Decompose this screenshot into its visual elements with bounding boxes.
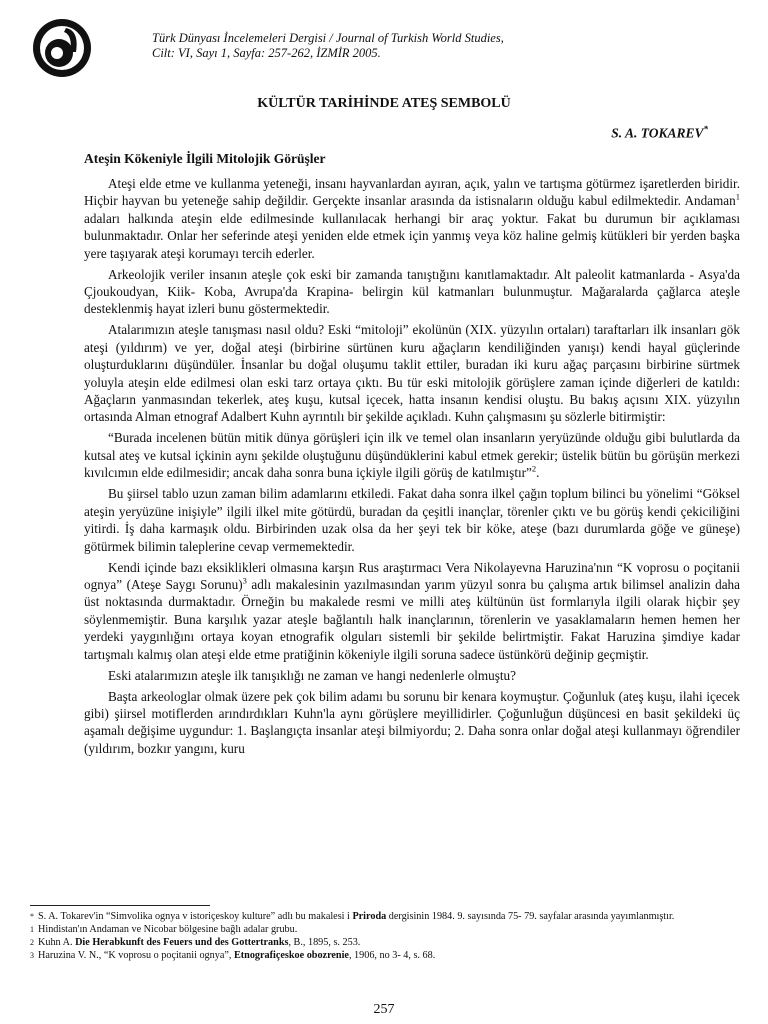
paragraph (84, 559, 740, 663)
author-footnote-mark: * (703, 124, 708, 134)
paragraph: Bu şiirsel tablo uzun zaman bilim adamlarını etkiledi. Fakat daha sonra ilkel çağın toplum bilinci bu yönelimi “Göksel ateşin yeryüzüne inişiyle” ilgili ilkel mite götürdü, buradan da çeşitli inançlar, törenler çıktı ve bu görüş kendi çekiciliğini yitirdi. İş daha karmaşık oldu. Birbirinden uzak olsa da her şeyi tek bir köke, ateşe (bazı durumlarda göğe ve güneşe) götürmek bilimin taleplerine cevap vermemektedir. (84, 486, 740, 554)
paragraph: Arkeolojik veriler insanın ateşle çok eski bir zamanda tanıştığını kanıtlamaktadır. Alt paleolit katmanlarda - Asya'da Çjoukoudyan, Kiik- Koba, Avrupa'da Krapina- belirgin kül katmanları bulunmuştur. Mağaralarda çağlarca ateşle desteklenmiş hayat izleri bunu göstermektedir. (84, 266, 740, 317)
footnote-text: Haruzina V. N., “K voprosu o poçitanii ognya”, (38, 950, 234, 961)
footnote-text: Hindistan'ın Andaman ve Nicobar bölgesine bağlı adalar grubu. (38, 924, 298, 935)
article-body (84, 175, 740, 761)
footnotes (30, 910, 740, 962)
footnote-ref: 2 (531, 463, 537, 474)
journal-line-2: Cilt: VI, Sayı 1, Sayfa: 257-262, İZMİR 2005. (152, 46, 381, 60)
footnote-text: S. A. Tokarev'in “Simvolika ognya v istoriçeskoy kulture” adlı bu makalesi i (38, 911, 353, 922)
page-number: 257 (373, 1002, 395, 1017)
paragraph-text: adlı makalesinin yazılmasından yarım yüzyıl sonra bu çalışma artık bilimsel analizin daha üst noktasında durmaktadır. Örneğin bu makalede resmi ve milli ateş kültünün üst formlarıyla ilgili olarak hiçbir şey söylenmemiştir. Buna karşılık yazar ateşle bağlantılı halk inançlarının, törenlerin ve yasaklamaların hemen hemen her yerdeki yaygınlığını ortaya koyan etnografik olguları sistemli bir şekilde belirtmiştir. Fakat Haruzina şimdiye kadar tartışmalı kalmış olan ateşi elde etme pratiğinin kökeniyle ilgili soruna sadece üstünkörü değinip geçmiştir. (84, 576, 741, 662)
footnote-text: dergisinin 1984. 9. sayısında 75- 79. sayfalar arasında yayımlanmıştır. (386, 911, 675, 922)
footnote-mark: 3 (30, 951, 34, 960)
paragraph-text: . (536, 465, 540, 481)
author-name (611, 124, 708, 142)
paragraph-text: “Burada incelenen bütün mitik dünya görüşleri için ilk ve temel olan insanların yeryüzünde olduğu gibi bulutlarda da kutsal ateş ve kutsal içkinin aynı şekilde oluştuğunu düşündüklerini kabul etmek gerekir; üstelik bütün bu görüşün merkezi kıvılcımın elde edilmesidir; ancak daha sonra buna içkiyle ilgili görüş de katılmıştır” (84, 430, 740, 481)
footnote-text: , B., 1895, s. 253. (288, 937, 361, 948)
journal-line-1: Türk Dünyası İncelemeleri Dergisi / Journal of Turkish World Studies, (152, 31, 504, 45)
footnote-ref: 1 (735, 192, 740, 203)
footnote-text: , 1906, no 3- 4, s. 68. (348, 950, 436, 961)
footnote-mark: * (30, 912, 34, 921)
paragraph: Atalarımızın ateşle tanışması nasıl oldu? Eski “mitoloji” ekolünün (XIX. yüzyılın ortaları) taraftarları ilk insanları gök ateşi (yıldırım) ve yer, doğal ateşi (birbirine sürtünen kuru ağaçların kendiliğinden yanışı) kendi hayal güçlerinde oluşturduklarını düşündüler. İnsanlar bu doğal oluşumu taklit ettiler, buradan iki kuru ağaç parçasını birbirine sürtmek yoluyla ateşin elde edilmesi olan eski tarz ortaya çıktı. Bu tür eski mitolojik görüşlere zaman içinde diğerleri de katıldı: Ağaçların yanmasından tekerlek, ateş kuşu, kutsal içecek, hatta insanın kendisi oluştu. Bu bakış açısını XIX. yüzyılın ortasında Alman etnograf Adalbert Kuhn ayrıntılı bir şekilde açıkladı. Kuhn çalışmasını şu sözlerle bitirmiştir: (84, 322, 740, 425)
article-title: KÜLTÜR TARİHİNDE ATEŞ SEMBOLÜ (257, 96, 511, 111)
journal-citation (152, 31, 612, 61)
footnote-author (30, 910, 740, 923)
footnote-2 (30, 936, 740, 949)
paragraph: Eski atalarımızın ateşle ilk tanışıklığı ne zaman ve hangi nedenlerle olmuştu? (108, 667, 516, 683)
paragraph-text: Kendi içinde bazı eksiklikleri olmasına karşın Rus araştırmacı Vera Nikolayevna Haruzina'nın “K voprosu o poçitanii ognya” (Ateşe Saygı Sorunu) (84, 559, 740, 592)
author-name-text: S. A. TOKAREV (611, 125, 704, 141)
footnote-text-bold: Etnografiçeskoe obozrenie (233, 950, 349, 961)
footnote-1 (30, 923, 740, 936)
paragraph-text: Ateşi elde etme ve kullanma yeteneği, insanı hayvanlardan ayıran, açık, yalın ve tartışma götürmez işaretlerden biridir. Hiçbir hayvan bu yeteneğe sahip değildir. Gerçekte insanlar arasında da istisnaların olduğu kabul edilmektedir. Andaman (84, 176, 740, 209)
paragraph (84, 175, 740, 262)
footnote-ref: 3 (242, 575, 247, 586)
footnote-3 (30, 949, 740, 962)
paragraph-text: adaları halkında ateşin elde edilmesinde kullanılacak herhangi bir araç yoktur. Fakat bu durumun bir açıklaması bulunmaktadır. Onlar her seferinde ateşi yeniden elde etmek için yanmış veya köz haline gelmiş kütükleri bir yerden başka yere taşıyarak ateşi korumayı tercih ederler. (84, 210, 740, 261)
paragraph-quote (84, 429, 740, 481)
footnote-mark: 1 (30, 925, 34, 934)
footnote-divider (30, 905, 210, 906)
footnote-text-bold: Die Herabkunft des Feuers und des Gottertranks (75, 937, 289, 948)
footnote-text-bold: Priroda (352, 911, 387, 922)
section-heading: Ateşin Kökeniyle İlgili Mitolojik Görüşler (84, 151, 326, 166)
journal-logo-icon (32, 18, 92, 78)
footnote-mark: 2 (30, 938, 34, 947)
paragraph: Başta arkeologlar olmak üzere pek çok bilim adamı bu sorunu bir kenara koymuştur. Çoğunluk (ateş kuşu, ilahi içecek gibi) şiirsel motiflerden arındırdıkları Kuhn'la aynı görüşlere meyillidirler. Çoğunluğun düşüncesi en basit şekildeki üç aşamalı değişime uygundur: 1. Başlangıçta insanlar ateşi bilmiyordu; 2. Daha sonra onlar doğal ateşi kullanmayı öğrendiler (yıldırım, bozkır yangını, kuru (84, 688, 740, 756)
footnote-text: Kuhn A. (38, 937, 76, 948)
